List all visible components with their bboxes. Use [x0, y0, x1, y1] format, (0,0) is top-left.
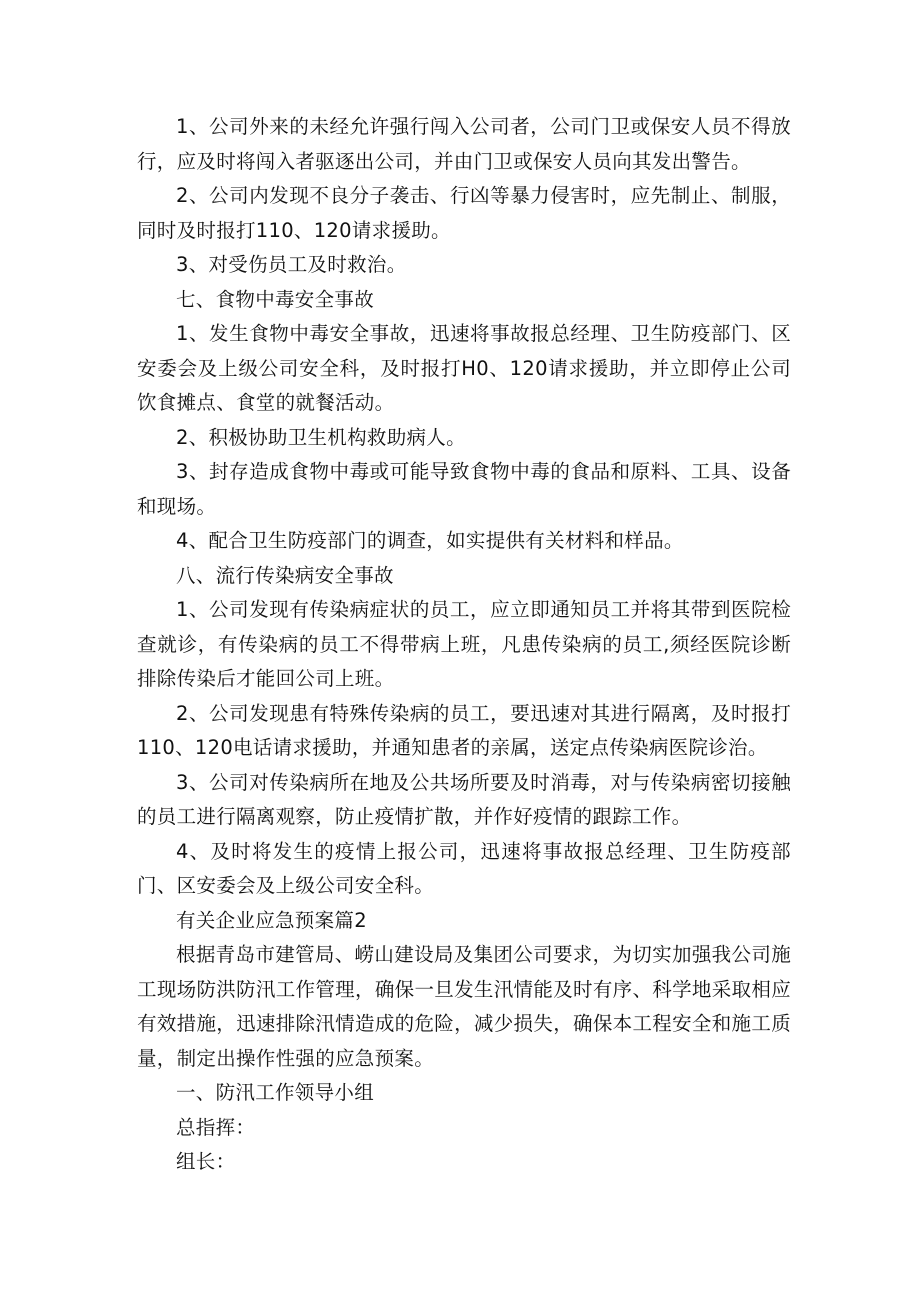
commander-label: 总指挥：: [176, 1115, 256, 1139]
paragraph-2: 2、公司内发现不良分子袭击、行凶等暴力侵害时，应先制止、制服，同时及时报打110、120请求援助。: [137, 184, 791, 242]
paragraph-9: 2、公司发现患有特殊传染病的员工，要迅速对其进行隔离，及时报打110、120电话请求援助，并通知患者的亲属，送定点传染病医院诊治。: [137, 701, 791, 759]
paragraph-10: 3、公司对传染病所在地及公共场所要及时消毒，对与传染病密切接触的员工进行隔离观察，防止疫情扩散，并作好疫情的跟踪工作。: [137, 770, 791, 828]
article-title-part-2: 有关企业应急预案篇2: [176, 908, 367, 932]
paragraph-11: 4、及时将发生的疫情上报公司，迅速将事故报总经理、卫生防疫部门、区安委会及上级公司安全科。: [137, 839, 791, 897]
paragraph-5: 2、积极协助卫生机构救助病人。: [176, 425, 466, 449]
paragraph-4: 1、发生食物中毒安全事故，迅速将事故报总经理、卫生防疫部门、区安委会及上级公司安全科，及时报打H0、120请求援助，并立即停止公司饮食摊点、食堂的就餐活动。: [137, 322, 791, 414]
paragraph-3: 3、对受伤员工及时救治。: [176, 253, 407, 276]
paragraph-1: 1、公司外来的未经允许强行闯入公司者，公司门卫或保安人员不得放行，应及时将闯入者驱逐出公司，并由门卫或保安人员向其发出警告。: [137, 115, 791, 173]
section-heading-epidemic: 八、流行传染病安全事故: [176, 563, 394, 587]
section-heading-flood-team: 一、防汛工作领导小组: [176, 1081, 375, 1104]
paragraph-8: 1、公司发现有传染病症状的员工，应立即通知员工并将其带到医院检查就诊，有传染病的员工不得带病上班，凡患传染病的员工,须经医院诊断排除传染后才能回公司上班。: [137, 598, 791, 690]
paragraph-7: 4、配合卫生防疫部门的调查，如实提供有关材料和样品。: [176, 529, 684, 552]
section-heading-food-poisoning: 七、食物中毒安全事故: [176, 287, 375, 311]
paragraph-12: 根据青岛市建管局、崂山建设局及集团公司要求，为切实加强我公司施工现场防洪防汛工作管理，确保一旦发生汛情能及时有序、科学地采取相应有效措施，迅速排除汛情造成的危险，减少损失，确保本工程安全和施工质量，制定出操作性强的应急预案。: [137, 943, 791, 1070]
paragraph-6: 3、封存造成食物中毒或可能导致食物中毒的食品和原料、工具、设备和现场。: [137, 460, 791, 518]
document-page: [137, 110, 791, 1180]
team-leader-label: 组长：: [176, 1150, 236, 1173]
